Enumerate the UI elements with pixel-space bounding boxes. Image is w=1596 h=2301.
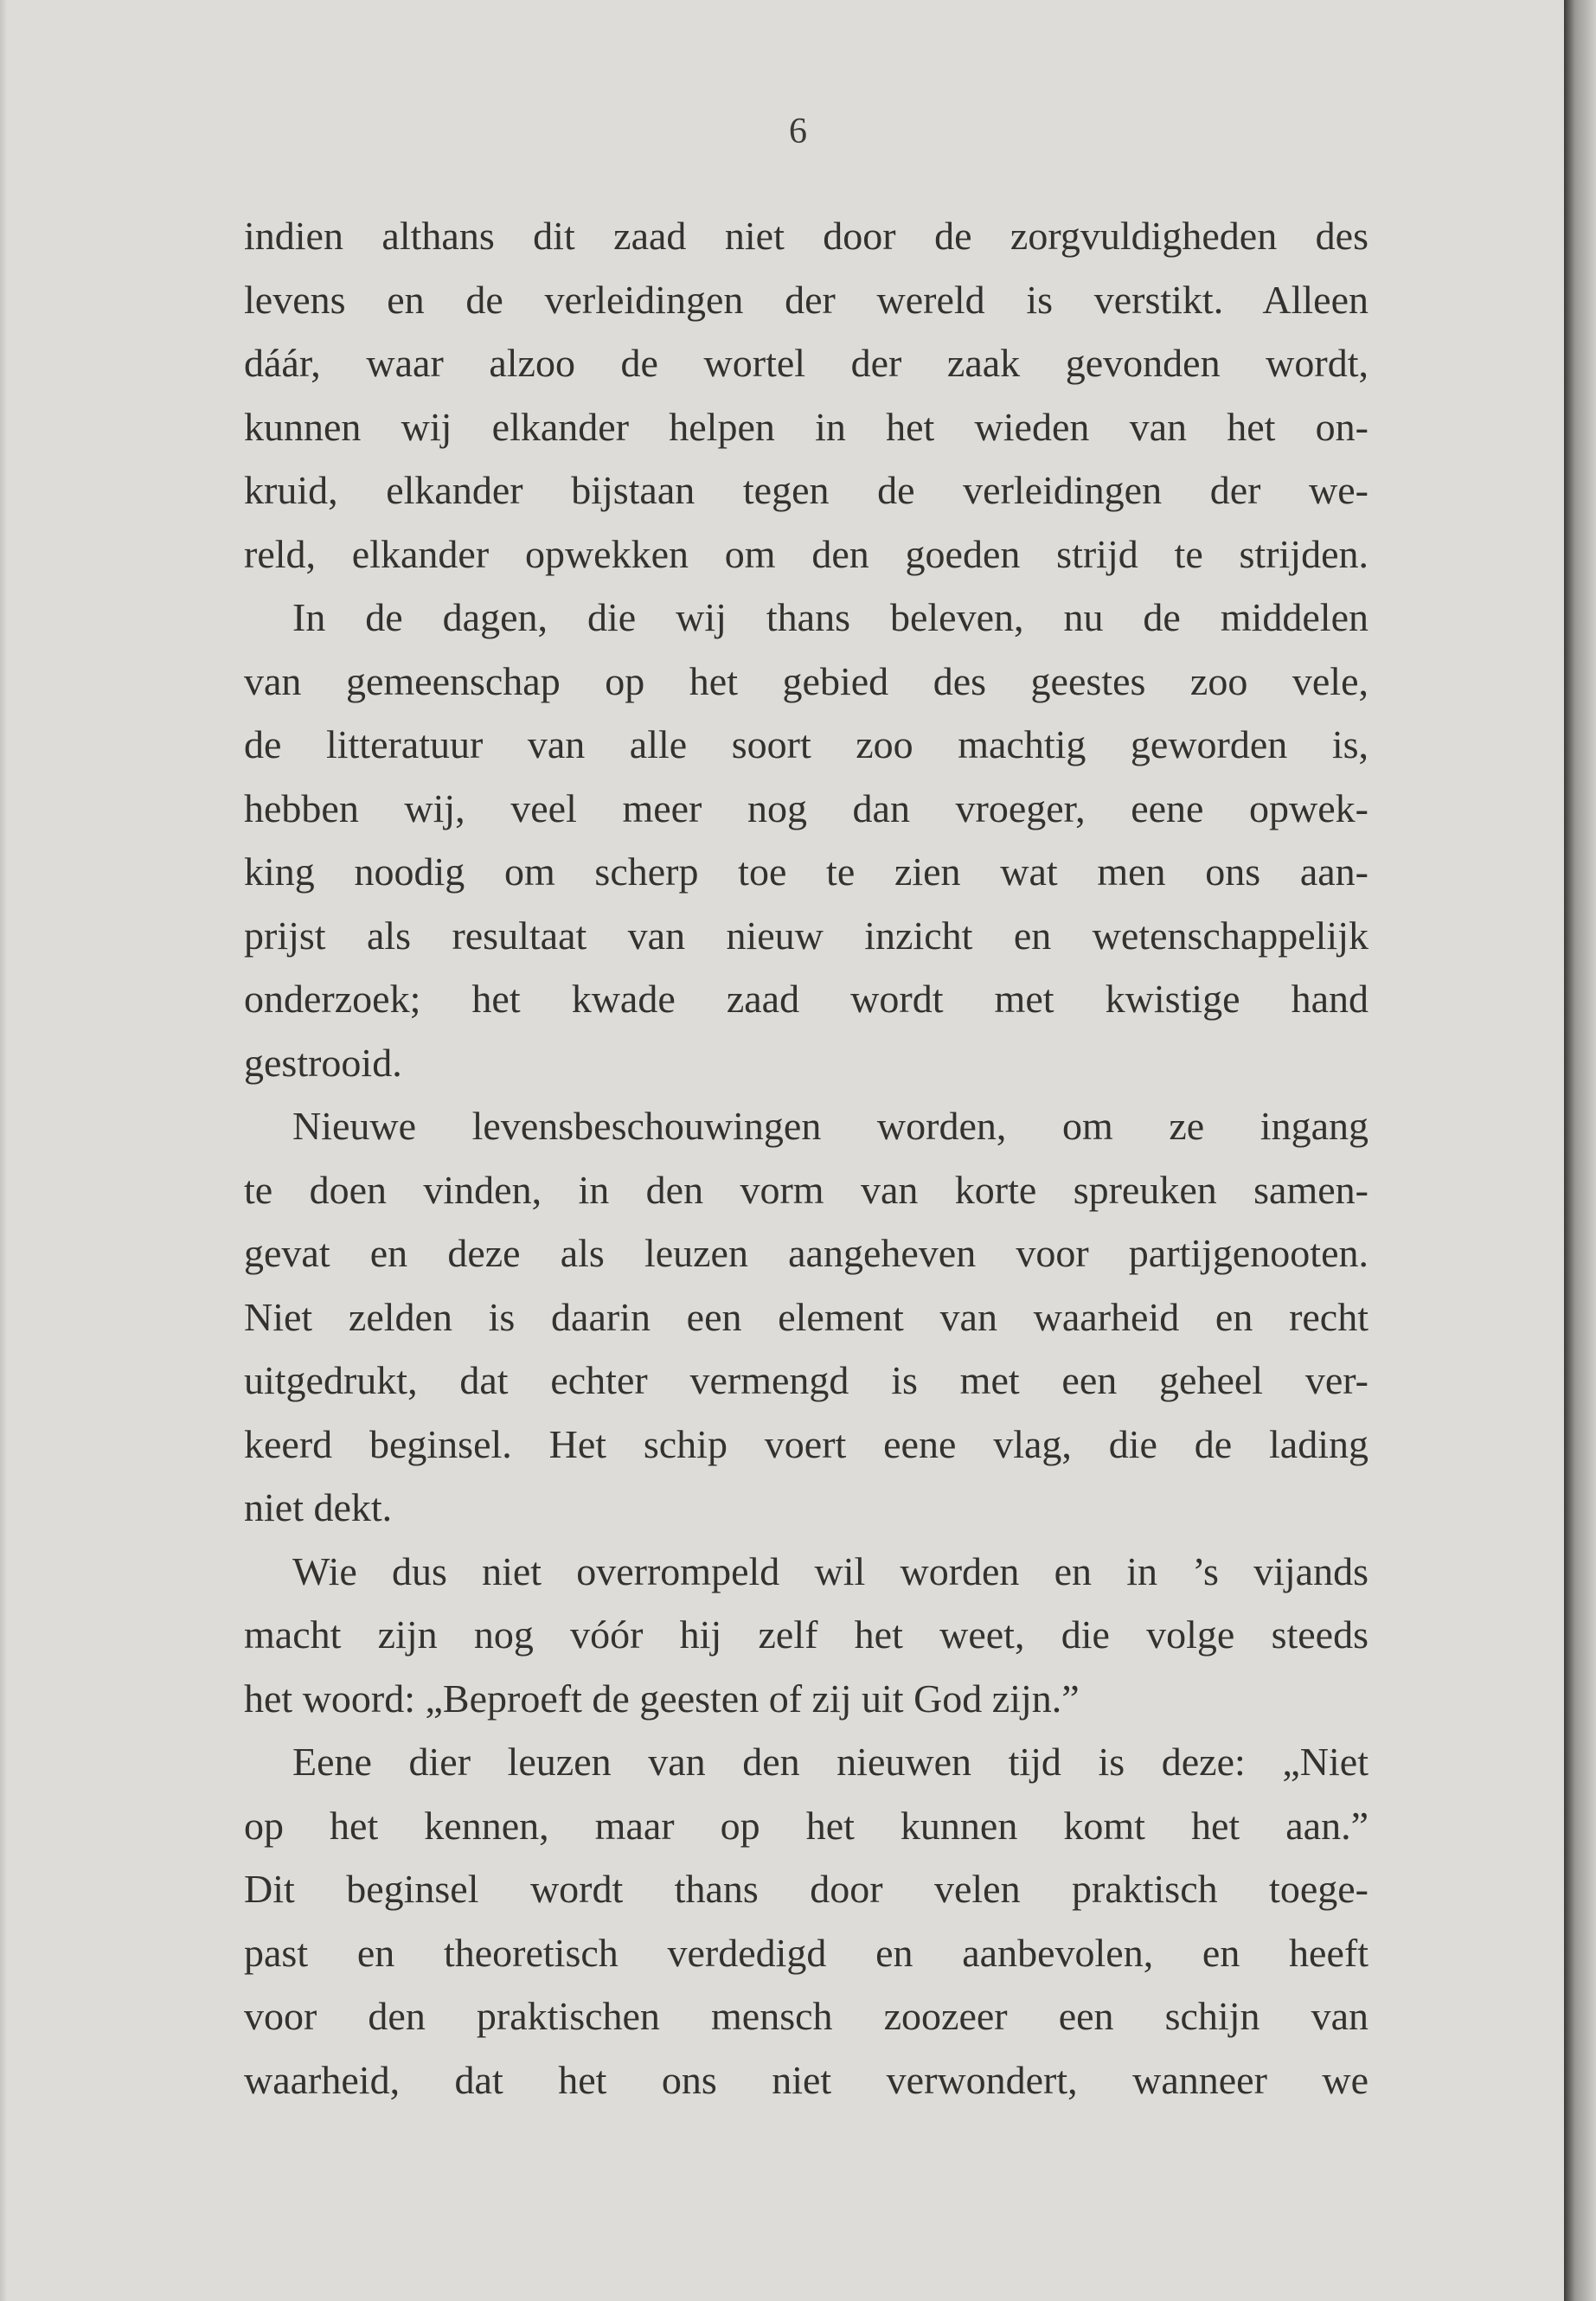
text-line: waarheid, dat het ons niet verwondert, wanneer we: [244, 2057, 1368, 2102]
text-line: te doen vinden, in den vorm van korte spreuken samen-: [244, 1167, 1368, 1212]
text-line: king noodig om scherp toe te zien wat men ons aan-: [244, 849, 1368, 894]
text-line: hebben wij, veel meer nog dan vroeger, eene opwek-: [244, 785, 1368, 830]
text-line: prijst als resultaat van nieuw inzicht en wetenschappelijk: [244, 913, 1368, 958]
text-line: van gemeenschap op het gebied des geestes zoo vele,: [244, 658, 1368, 703]
text-line: kruid, elkander bijstaan tegen de verleidingen der we-: [244, 468, 1368, 512]
text-line: macht zijn nog vóór hij zelf het weet, die volge steeds: [244, 1612, 1368, 1657]
text-line: voor den praktischen mensch zoozeer een schijn van: [244, 1994, 1368, 2038]
text-line: dáár, waar alzoo de wortel der zaak gevonden wordt,: [244, 341, 1368, 385]
text-line: Eene dier leuzen van den nieuwen tijd is deze: „Niet: [292, 1740, 1368, 1784]
text-line: indien althans dit zaad niet door de zorgvuldigheden des: [244, 214, 1368, 258]
text-line: In de dagen, die wij thans beleven, nu de middelen: [292, 595, 1368, 639]
text-line: niet dekt.: [244, 1485, 393, 1529]
text-line: kunnen wij elkander helpen in het wieden van het on-: [244, 404, 1368, 449]
text-line: levens en de verleidingen der wereld is verstikt. Alleen: [244, 277, 1368, 322]
text-line: de litteratuur van alle soort zoo machtig geworden is,: [244, 722, 1368, 766]
text-line: Nieuwe levensbeschouwingen worden, om ze ingang: [292, 1104, 1368, 1148]
text-line: gevat en deze als leuzen aangeheven voor partijgenooten.: [244, 1231, 1368, 1275]
text-line: onderzoek; het kwade zaad wordt met kwistige hand: [244, 977, 1368, 1021]
book-spine-shadow: [1564, 0, 1596, 2301]
text-line: uitgedrukt, dat echter vermengd is met een geheel ver-: [244, 1358, 1368, 1402]
text-line: Dit beginsel wordt thans door velen praktisch toege-: [244, 1867, 1368, 1911]
body-text: [244, 204, 1368, 2112]
text-line: Wie dus niet overrompeld wil worden en in ’s vijands: [292, 1548, 1368, 1593]
text-line: op het kennen, maar op het kunnen komt het aan.”: [244, 1803, 1368, 1848]
text-line: keerd beginsel. Het schip voert eene vlag, die de lading: [244, 1421, 1368, 1466]
text-line: het woord: „Beproeft de geesten of zij uit God zijn.”: [244, 1676, 1080, 1721]
text-line: gestrooid.: [244, 1040, 402, 1085]
page-left-edge: [0, 0, 7, 2301]
text-line: Niet zelden is daarin een element van waarheid en recht: [244, 1294, 1368, 1339]
page-number: 6: [789, 112, 807, 151]
text-line: past en theoretisch verdedigd en aanbevolen, en heeft: [244, 1930, 1368, 1975]
text-line: reld, elkander opwekken om den goeden strijd te strijden.: [244, 531, 1368, 576]
